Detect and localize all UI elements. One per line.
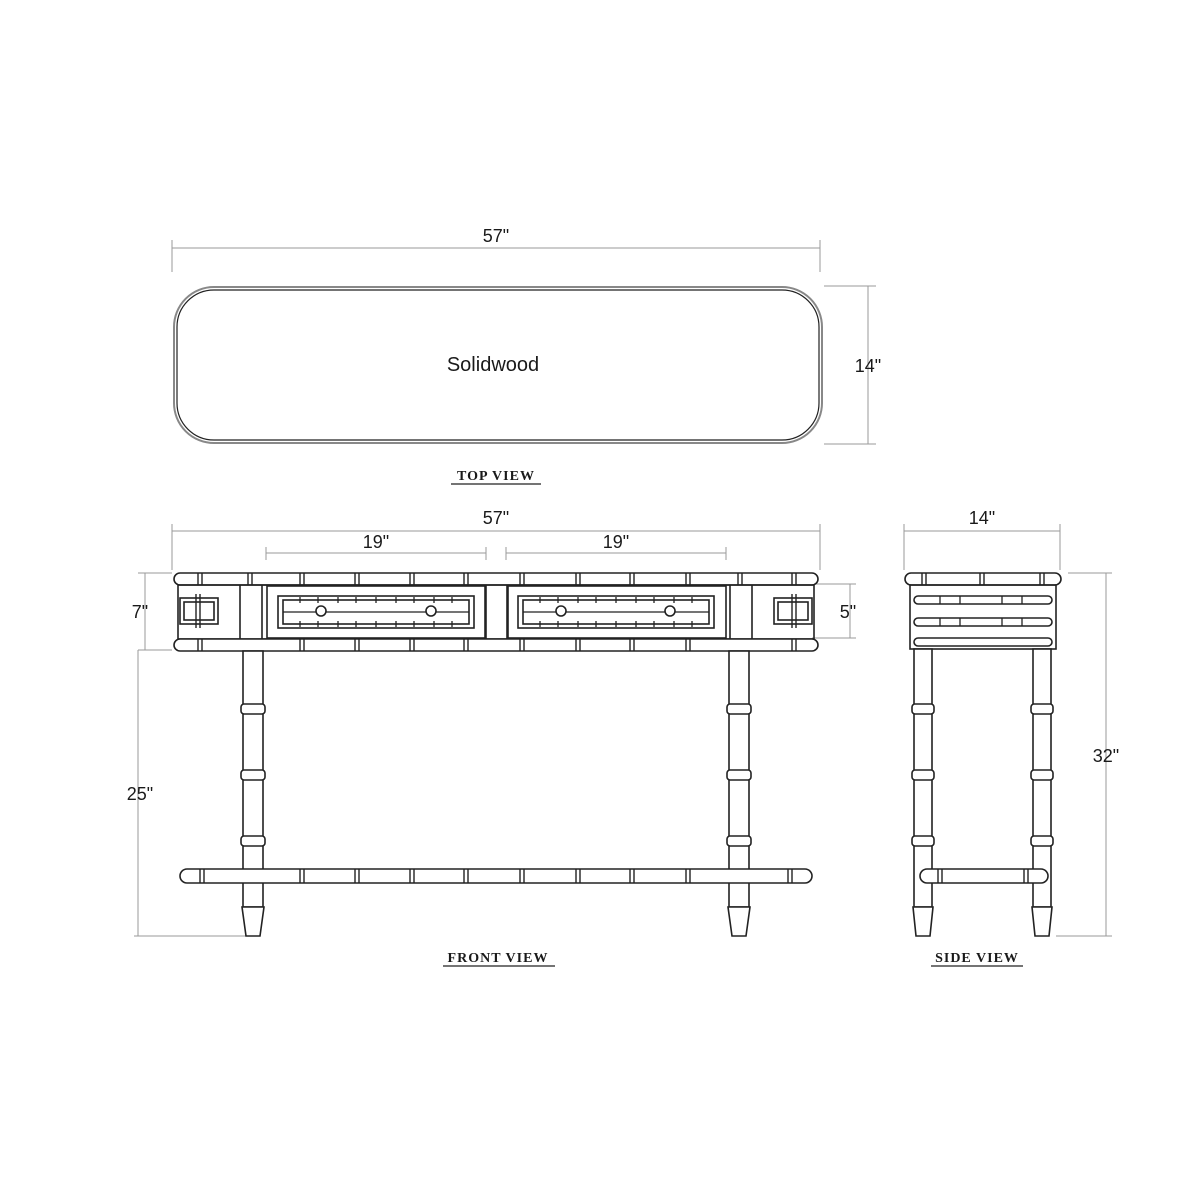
leg-height-label: 25" <box>126 784 154 804</box>
drawer-height-label: 5" <box>839 602 857 622</box>
top-width-label: 57" <box>482 226 510 246</box>
left-end-panel <box>180 594 218 628</box>
drawer-left-knob-2 <box>426 606 436 616</box>
drawer-left <box>267 586 485 638</box>
side-top-rail <box>905 573 1061 585</box>
side-stretcher <box>920 869 1048 883</box>
front-right-leg <box>727 651 751 936</box>
front-top-rail <box>174 573 818 585</box>
front-bottom-rail <box>174 639 818 651</box>
side-depth-dimension-line <box>904 524 1060 570</box>
drawer-right-knob-2 <box>665 606 675 616</box>
side-view <box>904 508 1119 966</box>
front-stretcher <box>180 869 812 883</box>
drawer-right <box>508 586 726 638</box>
side-right-leg <box>1031 649 1053 936</box>
top-view-title: TOP VIEW <box>457 469 535 484</box>
material-label: Solidwood <box>446 354 540 376</box>
side-apron-rails <box>914 596 1052 646</box>
side-height-label: 32" <box>1092 746 1120 766</box>
front-width-label: 57" <box>482 508 510 528</box>
apron-height-label: 7" <box>131 602 149 622</box>
front-view-title: FRONT VIEW <box>447 951 549 966</box>
front-apron <box>178 585 814 639</box>
side-view-title: SIDE VIEW <box>935 951 1019 966</box>
top-view <box>172 226 881 484</box>
side-left-leg <box>912 649 934 936</box>
drawer-left-knob-1 <box>316 606 326 616</box>
drawer-right-width-label: 19" <box>602 532 630 552</box>
right-end-panel <box>774 594 812 628</box>
front-view <box>127 508 856 966</box>
drawer-right-knob-1 <box>556 606 566 616</box>
drawer-left-width-label: 19" <box>362 532 390 552</box>
front-width-dimension-line <box>172 524 820 570</box>
top-depth-label: 14" <box>854 356 882 376</box>
front-left-leg <box>241 651 265 936</box>
side-depth-label: 14" <box>968 508 996 528</box>
